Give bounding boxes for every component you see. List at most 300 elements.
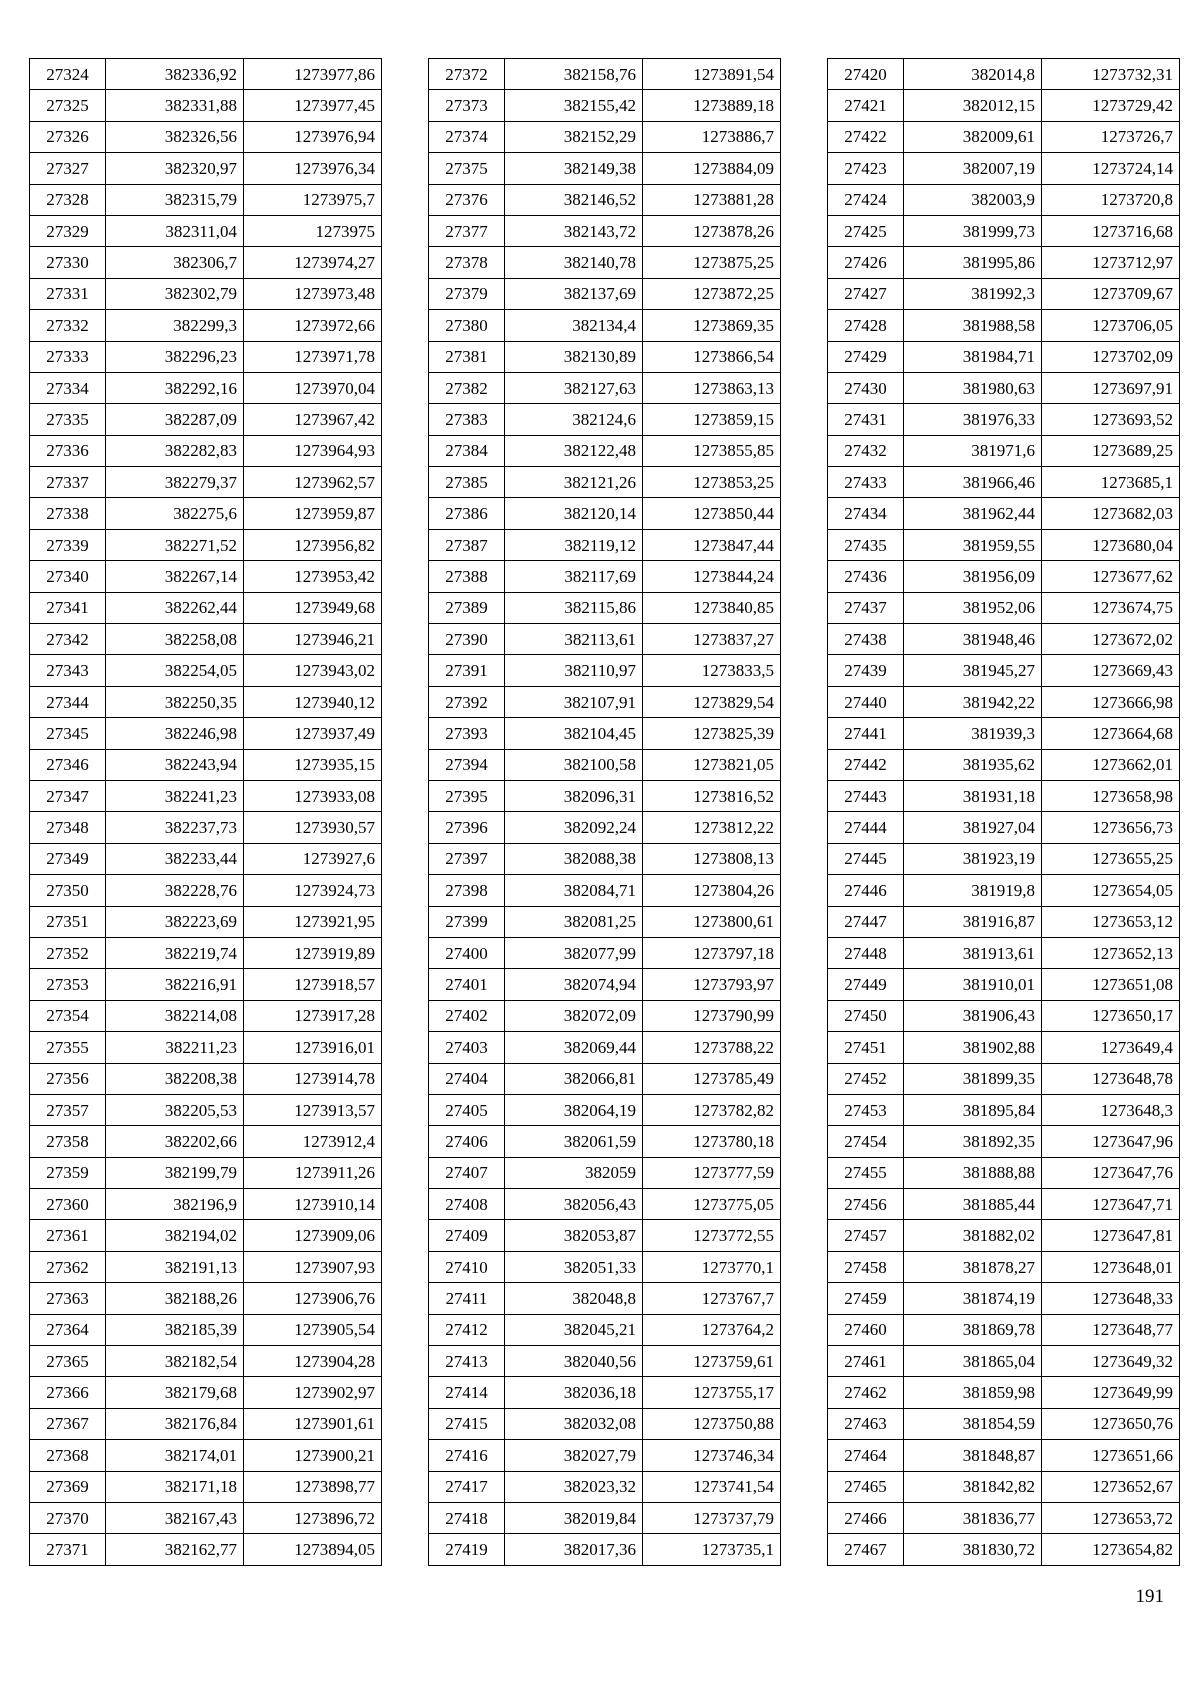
point-number: 27382	[429, 372, 505, 403]
table-row	[30, 937, 382, 968]
y-coordinate: 1273943,02	[244, 655, 382, 686]
page-number: 191	[1135, 1586, 1164, 1607]
x-coordinate: 382271,52	[106, 529, 244, 560]
table-row	[828, 1408, 1180, 1439]
table-row	[828, 1440, 1180, 1471]
x-coordinate: 382014,8	[904, 59, 1042, 90]
x-coordinate: 382066,81	[505, 1063, 643, 1094]
table-row	[429, 1189, 781, 1220]
point-number: 27455	[828, 1157, 904, 1188]
point-number: 27375	[429, 153, 505, 184]
x-coordinate: 382279,37	[106, 467, 244, 498]
point-number: 27391	[429, 655, 505, 686]
x-coordinate: 382017,36	[505, 1534, 643, 1565]
table-row	[429, 90, 781, 121]
x-coordinate: 382202,66	[106, 1126, 244, 1157]
x-coordinate: 382211,23	[106, 1032, 244, 1063]
table-row	[429, 1126, 781, 1157]
point-number: 27362	[30, 1251, 106, 1282]
table-row	[828, 561, 1180, 592]
y-coordinate: 1273872,25	[643, 278, 781, 309]
x-coordinate: 381992,3	[904, 278, 1042, 309]
table-row	[828, 435, 1180, 466]
table-row	[30, 529, 382, 560]
y-coordinate: 1273935,15	[244, 749, 382, 780]
table-row	[429, 1471, 781, 1502]
point-number: 27358	[30, 1126, 106, 1157]
x-coordinate: 382119,12	[505, 529, 643, 560]
x-coordinate: 382208,38	[106, 1063, 244, 1094]
point-number: 27393	[429, 718, 505, 749]
y-coordinate: 1273812,22	[643, 812, 781, 843]
point-number: 27357	[30, 1094, 106, 1125]
x-coordinate: 382258,08	[106, 624, 244, 655]
point-number: 27374	[429, 121, 505, 152]
table-row	[828, 592, 1180, 623]
y-coordinate: 1273724,14	[1042, 153, 1180, 184]
y-coordinate: 1273953,42	[244, 561, 382, 592]
x-coordinate: 382146,52	[505, 184, 643, 215]
point-number: 27339	[30, 529, 106, 560]
point-number: 27415	[429, 1408, 505, 1439]
y-coordinate: 1273847,44	[643, 529, 781, 560]
x-coordinate: 382007,19	[904, 153, 1042, 184]
x-coordinate: 382185,39	[106, 1314, 244, 1345]
x-coordinate: 382188,26	[106, 1283, 244, 1314]
y-coordinate: 1273653,72	[1042, 1502, 1180, 1533]
table-row	[30, 1534, 382, 1565]
table-row	[828, 1377, 1180, 1408]
point-number: 27412	[429, 1314, 505, 1345]
y-coordinate: 1273901,61	[244, 1408, 382, 1439]
table-row	[828, 59, 1180, 90]
point-number: 27467	[828, 1534, 904, 1565]
x-coordinate: 382246,98	[106, 718, 244, 749]
y-coordinate: 1273924,73	[244, 875, 382, 906]
x-coordinate: 381859,98	[904, 1377, 1042, 1408]
x-coordinate: 382053,87	[505, 1220, 643, 1251]
x-coordinate: 382096,31	[505, 780, 643, 811]
table-row	[828, 529, 1180, 560]
x-coordinate: 382287,09	[106, 404, 244, 435]
y-coordinate: 1273666,98	[1042, 686, 1180, 717]
table-row	[429, 812, 781, 843]
point-number: 27422	[828, 121, 904, 152]
table-row	[30, 655, 382, 686]
table-row	[30, 1408, 382, 1439]
point-number: 27378	[429, 247, 505, 278]
point-number: 27367	[30, 1408, 106, 1439]
point-number: 27444	[828, 812, 904, 843]
x-coordinate: 382056,43	[505, 1189, 643, 1220]
y-coordinate: 1273652,13	[1042, 937, 1180, 968]
y-coordinate: 1273840,85	[643, 592, 781, 623]
table-row	[828, 1283, 1180, 1314]
point-number: 27364	[30, 1314, 106, 1345]
y-coordinate: 1273844,24	[643, 561, 781, 592]
y-coordinate: 1273878,26	[643, 215, 781, 246]
y-coordinate: 1273821,05	[643, 749, 781, 780]
point-number: 27403	[429, 1032, 505, 1063]
y-coordinate: 1273881,28	[643, 184, 781, 215]
y-coordinate: 1273918,57	[244, 969, 382, 1000]
coordinates-table-2	[428, 58, 781, 1566]
y-coordinate: 1273726,7	[1042, 121, 1180, 152]
y-coordinate: 1273927,6	[244, 843, 382, 874]
x-coordinate: 382045,21	[505, 1314, 643, 1345]
y-coordinate: 1273902,97	[244, 1377, 382, 1408]
point-number: 27406	[429, 1126, 505, 1157]
point-number: 27390	[429, 624, 505, 655]
table-row	[30, 1440, 382, 1471]
y-coordinate: 1273898,77	[244, 1471, 382, 1502]
y-coordinate: 1273911,26	[244, 1157, 382, 1188]
y-coordinate: 1273962,57	[244, 467, 382, 498]
table-row	[429, 1502, 781, 1533]
y-coordinate: 1273917,28	[244, 1000, 382, 1031]
point-number: 27334	[30, 372, 106, 403]
y-coordinate: 1273648,01	[1042, 1251, 1180, 1282]
point-number: 27410	[429, 1251, 505, 1282]
y-coordinate: 1273655,25	[1042, 843, 1180, 874]
table-row	[828, 153, 1180, 184]
x-coordinate: 381935,62	[904, 749, 1042, 780]
x-coordinate: 381913,61	[904, 937, 1042, 968]
table-row	[828, 121, 1180, 152]
table-row	[429, 686, 781, 717]
y-coordinate: 1273654,82	[1042, 1534, 1180, 1565]
point-number: 27413	[429, 1346, 505, 1377]
x-coordinate: 381830,72	[904, 1534, 1042, 1565]
point-number: 27341	[30, 592, 106, 623]
table-row	[828, 969, 1180, 1000]
point-number: 27329	[30, 215, 106, 246]
x-coordinate: 382137,69	[505, 278, 643, 309]
x-coordinate: 382299,3	[106, 310, 244, 341]
point-number: 27450	[828, 1000, 904, 1031]
y-coordinate: 1273973,48	[244, 278, 382, 309]
x-coordinate: 381999,73	[904, 215, 1042, 246]
y-coordinate: 1273648,33	[1042, 1283, 1180, 1314]
x-coordinate: 382088,38	[505, 843, 643, 874]
table-row	[828, 1126, 1180, 1157]
x-coordinate: 381919,8	[904, 875, 1042, 906]
y-coordinate: 1273889,18	[643, 90, 781, 121]
table-row	[30, 1502, 382, 1533]
point-number: 27394	[429, 749, 505, 780]
point-number: 27333	[30, 341, 106, 372]
table-row	[30, 404, 382, 435]
point-number: 27414	[429, 1377, 505, 1408]
x-coordinate: 382182,54	[106, 1346, 244, 1377]
y-coordinate: 1273648,3	[1042, 1094, 1180, 1125]
point-number: 27376	[429, 184, 505, 215]
point-number: 27449	[828, 969, 904, 1000]
point-number: 27438	[828, 624, 904, 655]
x-coordinate: 382077,99	[505, 937, 643, 968]
y-coordinate: 1273680,04	[1042, 529, 1180, 560]
x-coordinate: 382122,48	[505, 435, 643, 466]
table-row	[828, 372, 1180, 403]
x-coordinate: 381916,87	[904, 906, 1042, 937]
x-coordinate: 382158,76	[505, 59, 643, 90]
point-number: 27363	[30, 1283, 106, 1314]
point-number: 27342	[30, 624, 106, 655]
y-coordinate: 1273790,99	[643, 1000, 781, 1031]
table-row	[30, 90, 382, 121]
y-coordinate: 1273755,17	[643, 1377, 781, 1408]
y-coordinate: 1273658,98	[1042, 780, 1180, 811]
x-coordinate: 382331,88	[106, 90, 244, 121]
point-number: 27373	[429, 90, 505, 121]
point-number: 27434	[828, 498, 904, 529]
point-number: 27399	[429, 906, 505, 937]
y-coordinate: 1273706,05	[1042, 310, 1180, 341]
table-row	[30, 153, 382, 184]
y-coordinate: 1273709,67	[1042, 278, 1180, 309]
x-coordinate: 381939,3	[904, 718, 1042, 749]
point-number: 27418	[429, 1502, 505, 1533]
point-number: 27463	[828, 1408, 904, 1439]
point-number: 27401	[429, 969, 505, 1000]
x-coordinate: 382115,86	[505, 592, 643, 623]
x-coordinate: 382023,32	[505, 1471, 643, 1502]
y-coordinate: 1273975	[244, 215, 382, 246]
point-number: 27404	[429, 1063, 505, 1094]
table-row	[30, 341, 382, 372]
table-row	[429, 1063, 781, 1094]
y-coordinate: 1273972,66	[244, 310, 382, 341]
x-coordinate: 381976,33	[904, 404, 1042, 435]
x-coordinate: 382092,24	[505, 812, 643, 843]
x-coordinate: 382241,23	[106, 780, 244, 811]
y-coordinate: 1273651,08	[1042, 969, 1180, 1000]
x-coordinate: 382036,18	[505, 1377, 643, 1408]
y-coordinate: 1273866,54	[643, 341, 781, 372]
y-coordinate: 1273808,13	[643, 843, 781, 874]
x-coordinate: 382275,6	[106, 498, 244, 529]
x-coordinate: 382130,89	[505, 341, 643, 372]
x-coordinate: 381902,88	[904, 1032, 1042, 1063]
x-coordinate: 382019,84	[505, 1502, 643, 1533]
point-number: 27446	[828, 875, 904, 906]
x-coordinate: 381874,19	[904, 1283, 1042, 1314]
y-coordinate: 1273869,35	[643, 310, 781, 341]
y-coordinate: 1273940,12	[244, 686, 382, 717]
table-row	[828, 1032, 1180, 1063]
table-row	[30, 435, 382, 466]
y-coordinate: 1273649,99	[1042, 1377, 1180, 1408]
point-number: 27454	[828, 1126, 904, 1157]
y-coordinate: 1273921,95	[244, 906, 382, 937]
table-row	[828, 1471, 1180, 1502]
y-coordinate: 1273647,96	[1042, 1126, 1180, 1157]
y-coordinate: 1273837,27	[643, 624, 781, 655]
table-row	[30, 1032, 382, 1063]
table-row	[828, 875, 1180, 906]
point-number: 27370	[30, 1502, 106, 1533]
table-row	[429, 1094, 781, 1125]
point-number: 27433	[828, 467, 904, 498]
table-row	[30, 1283, 382, 1314]
table-row	[429, 969, 781, 1000]
y-coordinate: 1273650,76	[1042, 1408, 1180, 1439]
x-coordinate: 382320,97	[106, 153, 244, 184]
y-coordinate: 1273652,67	[1042, 1471, 1180, 1502]
x-coordinate: 382113,61	[505, 624, 643, 655]
x-coordinate: 381952,06	[904, 592, 1042, 623]
x-coordinate: 382059	[505, 1157, 643, 1188]
table-row	[429, 1346, 781, 1377]
table-row	[828, 310, 1180, 341]
x-coordinate: 382216,91	[106, 969, 244, 1000]
x-coordinate: 381906,43	[904, 1000, 1042, 1031]
point-number: 27427	[828, 278, 904, 309]
y-coordinate: 1273729,42	[1042, 90, 1180, 121]
y-coordinate: 1273894,05	[244, 1534, 382, 1565]
y-coordinate: 1273919,89	[244, 937, 382, 968]
point-number: 27441	[828, 718, 904, 749]
y-coordinate: 1273648,77	[1042, 1314, 1180, 1345]
table-row	[828, 1220, 1180, 1251]
x-coordinate: 382282,83	[106, 435, 244, 466]
point-number: 27402	[429, 1000, 505, 1031]
table-row	[30, 875, 382, 906]
point-number: 27379	[429, 278, 505, 309]
x-coordinate: 382100,58	[505, 749, 643, 780]
table-row	[828, 90, 1180, 121]
y-coordinate: 1273685,1	[1042, 467, 1180, 498]
table-row	[828, 1094, 1180, 1125]
y-coordinate: 1273833,5	[643, 655, 781, 686]
x-coordinate: 382233,44	[106, 843, 244, 874]
point-number: 27383	[429, 404, 505, 435]
x-coordinate: 381959,55	[904, 529, 1042, 560]
table-row	[30, 1189, 382, 1220]
table-row	[30, 686, 382, 717]
table-row	[429, 1283, 781, 1314]
x-coordinate: 382027,79	[505, 1440, 643, 1471]
x-coordinate: 382149,38	[505, 153, 643, 184]
y-coordinate: 1273976,94	[244, 121, 382, 152]
table-row	[30, 1251, 382, 1282]
point-number: 27397	[429, 843, 505, 874]
table-row	[429, 1440, 781, 1471]
y-coordinate: 1273793,97	[643, 969, 781, 1000]
point-number: 27462	[828, 1377, 904, 1408]
x-coordinate: 381888,88	[904, 1157, 1042, 1188]
x-coordinate: 381910,01	[904, 969, 1042, 1000]
y-coordinate: 1273648,78	[1042, 1063, 1180, 1094]
x-coordinate: 382315,79	[106, 184, 244, 215]
y-coordinate: 1273737,79	[643, 1502, 781, 1533]
x-coordinate: 382205,53	[106, 1094, 244, 1125]
y-coordinate: 1273712,97	[1042, 247, 1180, 278]
y-coordinate: 1273905,54	[244, 1314, 382, 1345]
point-number: 27464	[828, 1440, 904, 1471]
x-coordinate: 382194,02	[106, 1220, 244, 1251]
y-coordinate: 1273782,82	[643, 1094, 781, 1125]
table-row	[828, 624, 1180, 655]
x-coordinate: 382223,69	[106, 906, 244, 937]
y-coordinate: 1273977,86	[244, 59, 382, 90]
point-number: 27392	[429, 686, 505, 717]
point-number: 27423	[828, 153, 904, 184]
y-coordinate: 1273946,21	[244, 624, 382, 655]
x-coordinate: 382254,05	[106, 655, 244, 686]
y-coordinate: 1273775,05	[643, 1189, 781, 1220]
table-row	[828, 341, 1180, 372]
y-coordinate: 1273732,31	[1042, 59, 1180, 90]
point-number: 27389	[429, 592, 505, 623]
point-number: 27388	[429, 561, 505, 592]
point-number: 27332	[30, 310, 106, 341]
table-row	[828, 1063, 1180, 1094]
y-coordinate: 1273912,4	[244, 1126, 382, 1157]
point-number: 27416	[429, 1440, 505, 1471]
point-number: 27440	[828, 686, 904, 717]
table-row	[30, 1094, 382, 1125]
point-number: 27457	[828, 1220, 904, 1251]
y-coordinate: 1273930,57	[244, 812, 382, 843]
point-number: 27407	[429, 1157, 505, 1188]
table-row	[30, 59, 382, 90]
x-coordinate: 381948,46	[904, 624, 1042, 655]
table-row	[429, 1408, 781, 1439]
y-coordinate: 1273647,71	[1042, 1189, 1180, 1220]
y-coordinate: 1273770,1	[643, 1251, 781, 1282]
point-number: 27384	[429, 435, 505, 466]
table-row	[30, 812, 382, 843]
coordinates-table-1	[29, 58, 382, 1566]
point-number: 27437	[828, 592, 904, 623]
point-number: 27346	[30, 749, 106, 780]
y-coordinate: 1273674,75	[1042, 592, 1180, 623]
point-number: 27436	[828, 561, 904, 592]
y-coordinate: 1273863,13	[643, 372, 781, 403]
x-coordinate: 382051,33	[505, 1251, 643, 1282]
point-number: 27353	[30, 969, 106, 1000]
x-coordinate: 381895,84	[904, 1094, 1042, 1125]
table-row	[30, 1220, 382, 1251]
y-coordinate: 1273702,09	[1042, 341, 1180, 372]
y-coordinate: 1273974,27	[244, 247, 382, 278]
point-number: 27386	[429, 498, 505, 529]
point-number: 27396	[429, 812, 505, 843]
x-coordinate: 382120,14	[505, 498, 643, 529]
y-coordinate: 1273886,7	[643, 121, 781, 152]
point-number: 27398	[429, 875, 505, 906]
x-coordinate: 382336,92	[106, 59, 244, 90]
y-coordinate: 1273788,22	[643, 1032, 781, 1063]
y-coordinate: 1273907,93	[244, 1251, 382, 1282]
y-coordinate: 1273650,17	[1042, 1000, 1180, 1031]
x-coordinate: 381927,04	[904, 812, 1042, 843]
y-coordinate: 1273916,01	[244, 1032, 382, 1063]
x-coordinate: 381980,63	[904, 372, 1042, 403]
point-number: 27400	[429, 937, 505, 968]
y-coordinate: 1273977,45	[244, 90, 382, 121]
table-row	[429, 341, 781, 372]
table-row	[828, 1534, 1180, 1565]
point-number: 27345	[30, 718, 106, 749]
x-coordinate: 382009,61	[904, 121, 1042, 152]
point-number: 27324	[30, 59, 106, 90]
x-coordinate: 382143,72	[505, 215, 643, 246]
point-number: 27331	[30, 278, 106, 309]
point-number: 27371	[30, 1534, 106, 1565]
point-number: 27443	[828, 780, 904, 811]
